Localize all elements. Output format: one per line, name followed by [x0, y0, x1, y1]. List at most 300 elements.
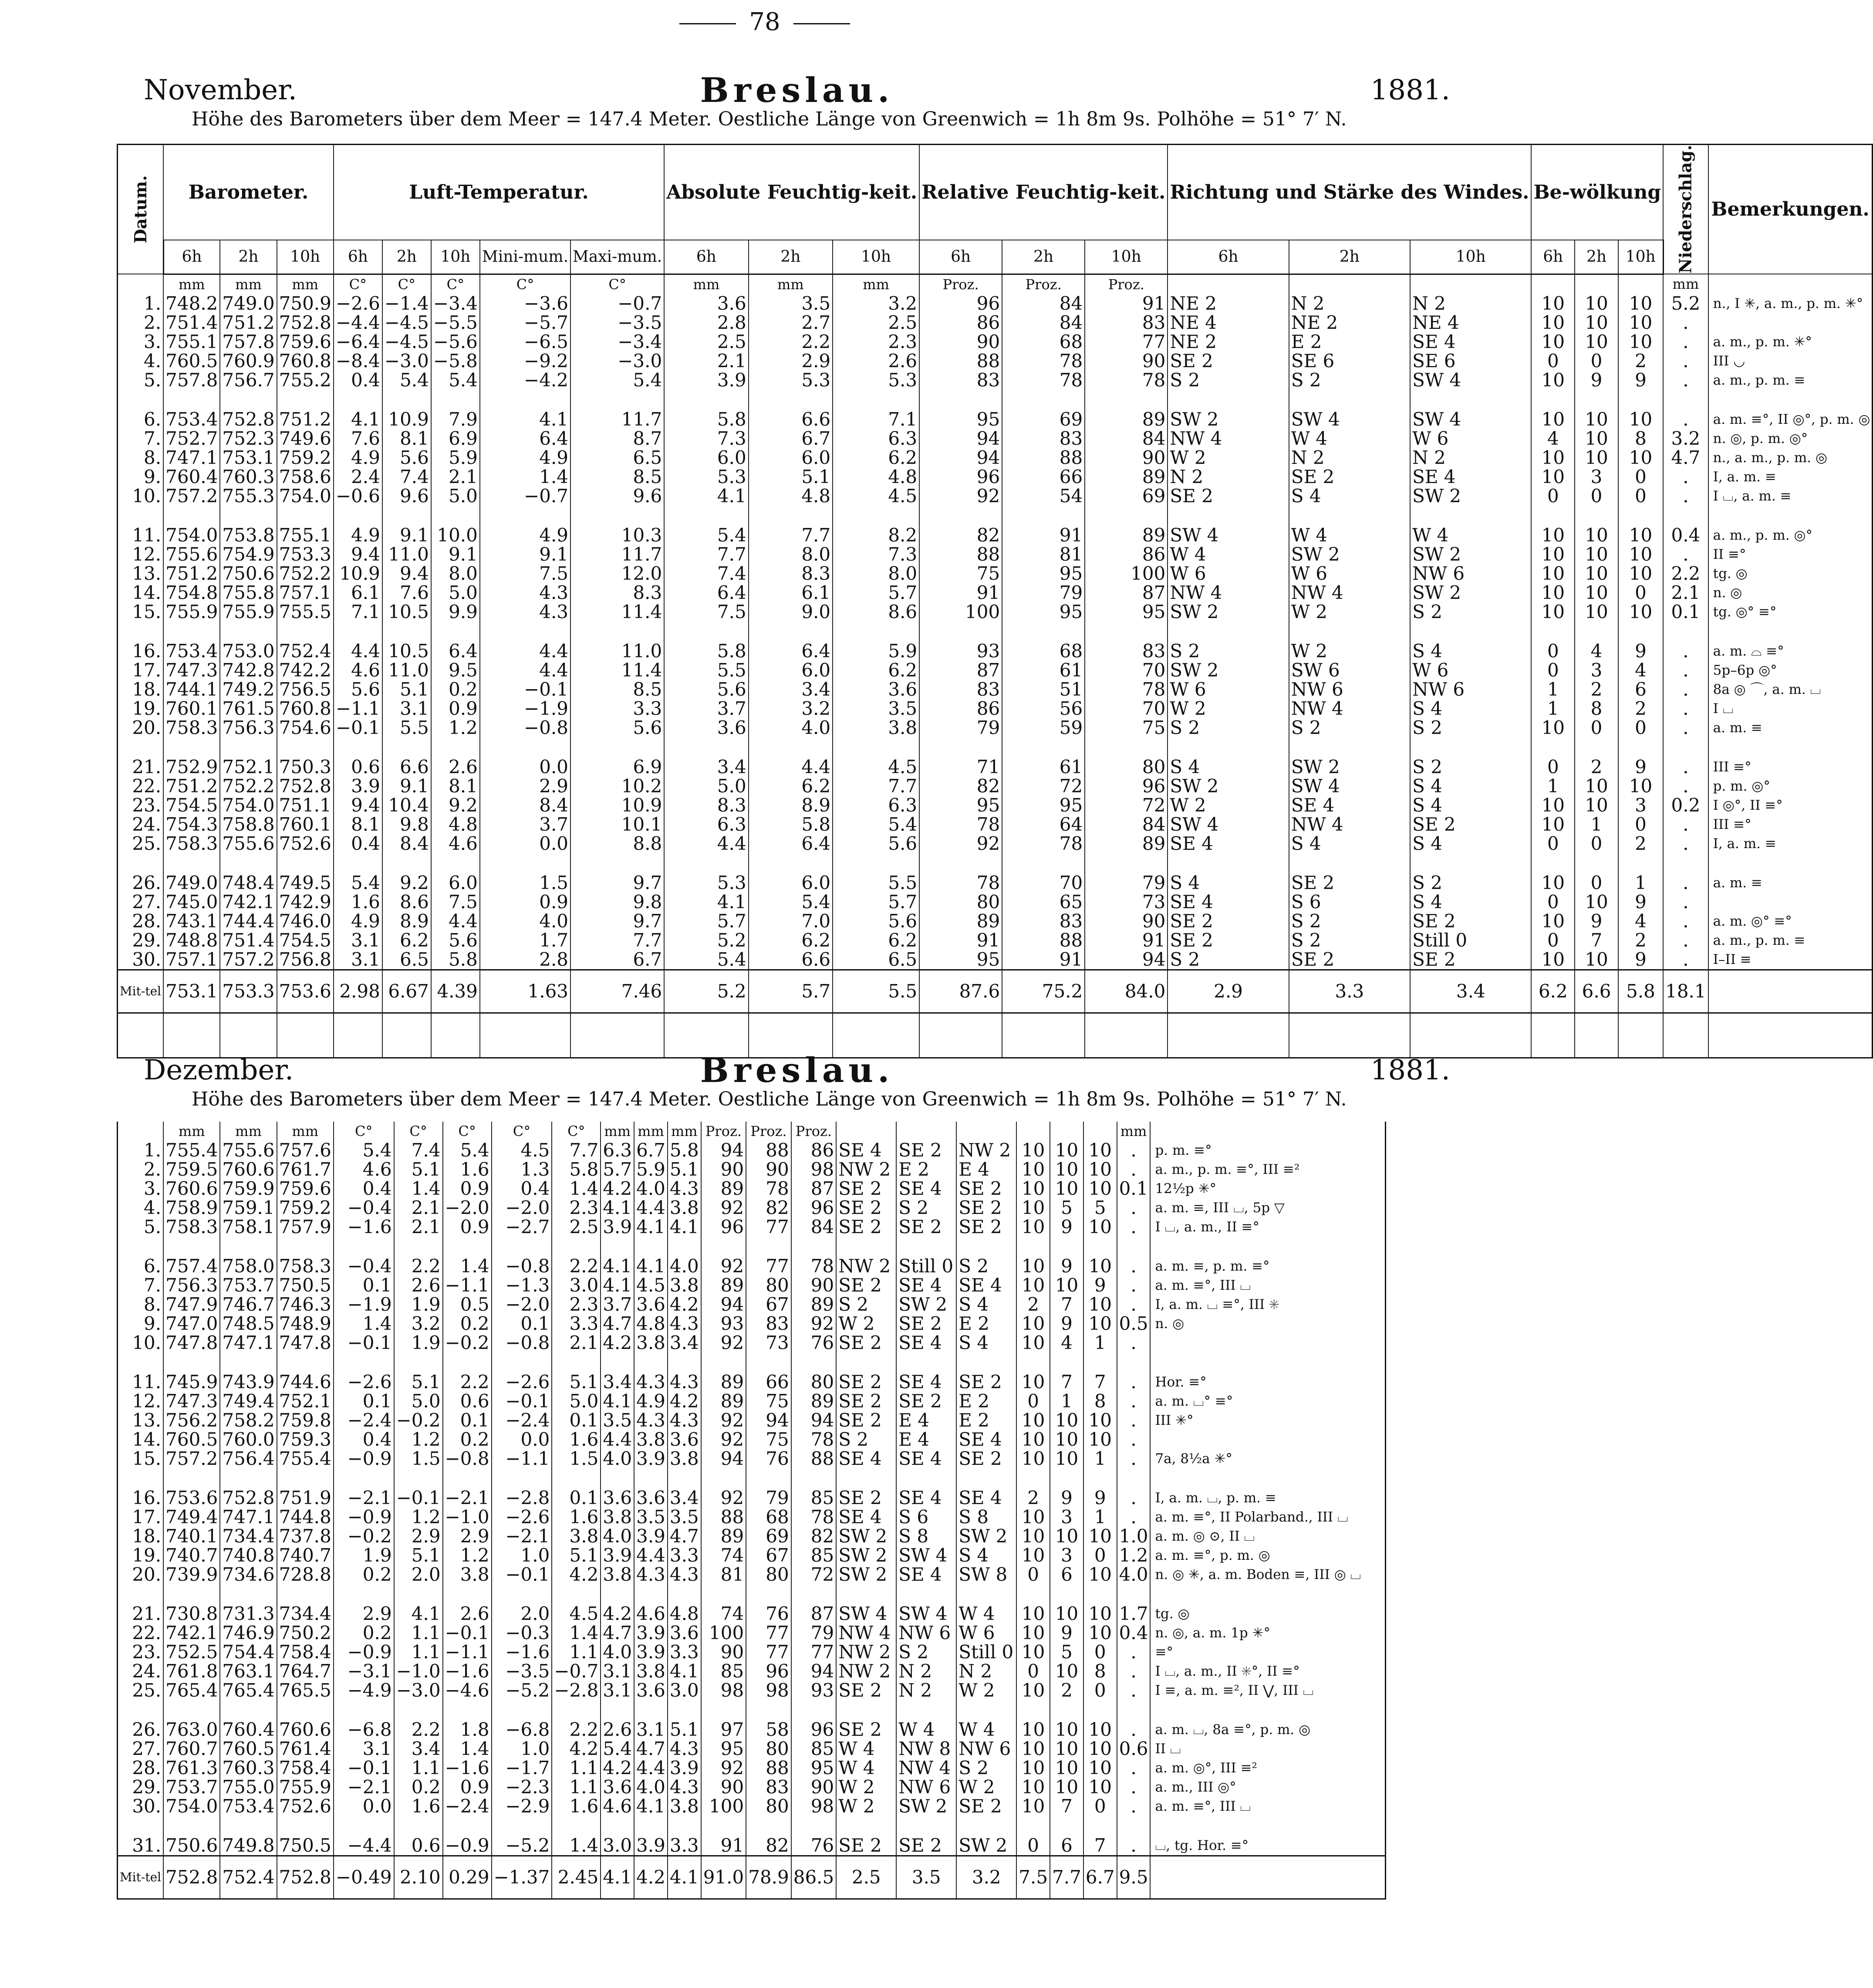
table-cell: 752.4: [277, 642, 334, 661]
table-cell: 10: [1083, 1778, 1117, 1797]
spacer-row: [118, 622, 1873, 642]
table-row: [118, 1720, 1386, 1739]
spacer-cell: [1016, 1352, 1050, 1373]
table-cell: 0: [1618, 718, 1663, 737]
table-cell: 0.4: [1117, 1623, 1151, 1643]
table-cell: 755.8: [220, 583, 277, 602]
table-cell: W 4: [1289, 429, 1410, 448]
spacer-cell: [277, 506, 334, 526]
table-cell: 6.4: [664, 583, 748, 602]
spacer-cell: [1575, 737, 1618, 757]
spacer-cell: [1002, 622, 1085, 642]
table-cell: 10: [1050, 1739, 1083, 1758]
table-cell: 9.4: [334, 796, 382, 815]
table-cell: −0.1: [492, 1392, 552, 1411]
table-cell: 91: [1002, 526, 1085, 545]
table-cell: 753.7: [220, 1276, 277, 1295]
table-cell: 3.9: [668, 1758, 701, 1778]
dezember-table: [117, 1122, 1386, 1900]
table-cell: III ✳°: [1150, 1411, 1385, 1430]
spacer-cell: [701, 1468, 746, 1488]
table-cell: p. m. ≡°: [1150, 1141, 1385, 1160]
table-cell: 734.4: [277, 1604, 334, 1623]
mittel-cell: 18.1: [1663, 970, 1708, 1013]
table-cell: S 4: [1410, 796, 1531, 815]
table-cell: 74: [701, 1546, 746, 1565]
spacer-cell: [1085, 737, 1168, 757]
table-cell: 5.6: [833, 834, 919, 853]
table-cell: 3.1: [334, 1739, 394, 1758]
table-cell: 11.7: [570, 410, 664, 429]
table-cell: 4.5: [833, 487, 919, 506]
table-cell: 2.5: [552, 1217, 601, 1237]
unit-cell: C°: [394, 1122, 443, 1141]
table-cell: 10: [1531, 294, 1575, 313]
table-cell: 88: [701, 1508, 746, 1527]
table-cell: 7.3: [833, 545, 919, 564]
table-cell: 3.4: [664, 757, 748, 777]
spacer-cell: [1002, 506, 1085, 526]
spacer-cell: [443, 1237, 492, 1257]
table-cell: 10: [1618, 313, 1663, 332]
table-cell: .: [1663, 718, 1708, 737]
spacer-cell: [896, 1700, 956, 1720]
table-cell: 1.1: [552, 1643, 601, 1662]
table-cell: 6.2: [749, 931, 833, 950]
table-cell: S 2: [1289, 718, 1410, 737]
table-cell: 83: [746, 1314, 791, 1333]
spacer-cell: [956, 1352, 1016, 1373]
table-cell: SE 2: [1289, 467, 1410, 487]
table-cell: 0: [1575, 352, 1618, 371]
table-row: [118, 912, 1873, 931]
table-cell: 759.6: [277, 332, 334, 352]
table-cell: 0.0: [492, 1430, 552, 1449]
table-cell: 10: [1083, 1758, 1117, 1778]
table-row: [118, 410, 1873, 429]
year-title: 1881.: [1370, 74, 1450, 106]
table-cell: 754.3: [163, 815, 220, 834]
table-cell: 0.4: [334, 834, 382, 853]
table-cell: −3.5: [570, 313, 664, 332]
table-cell: .: [1117, 1836, 1151, 1856]
table-cell: 89: [1085, 467, 1168, 487]
table-cell: SE 2: [1410, 815, 1531, 834]
table-cell: 4.6: [601, 1797, 634, 1816]
table-cell: 755.6: [163, 545, 220, 564]
spacer-cell: [1168, 390, 1289, 410]
table-cell: 8.3: [570, 583, 664, 602]
table-cell: SE 4: [956, 1488, 1016, 1508]
spacer-cell: [791, 1352, 837, 1373]
spacer-cell: [1618, 622, 1663, 642]
unit-cell: Proz.: [791, 1122, 837, 1141]
table-cell: 2.: [118, 313, 164, 332]
table-cell: NW 4: [1289, 699, 1410, 718]
spacer-cell: [791, 1700, 837, 1720]
spacer-cell: [163, 1584, 220, 1604]
unit-cell: mm: [833, 274, 919, 294]
table-cell: 3.6: [634, 1681, 668, 1700]
table-cell: 4.9: [480, 526, 570, 545]
spacer-cell: [334, 853, 382, 873]
table-cell: 2.1: [394, 1198, 443, 1217]
table-cell: 751.4: [163, 313, 220, 332]
table-cell: 751.2: [163, 564, 220, 583]
table-cell: −1.7: [492, 1758, 552, 1778]
table-cell: SW 4: [1168, 526, 1289, 545]
table-cell: 10: [1618, 564, 1663, 583]
spacer-cell: [668, 1352, 701, 1373]
table-cell: .: [1117, 1257, 1151, 1276]
table-cell: 0.1: [492, 1314, 552, 1333]
table-cell: 755.9: [163, 602, 220, 622]
spacer-cell: [220, 737, 277, 757]
table-cell: −0.8: [492, 1257, 552, 1276]
subheader-cell: 6h: [664, 240, 748, 274]
spacer-cell: [492, 1352, 552, 1373]
table-cell: 10: [1531, 718, 1575, 737]
table-cell: S 2: [836, 1430, 896, 1449]
table-cell: 82: [919, 777, 1002, 796]
spacer-cell: [334, 1237, 394, 1257]
table-cell: 10: [1016, 1546, 1050, 1565]
table-cell: 4.4: [634, 1198, 668, 1217]
table-cell: 757.1: [277, 583, 334, 602]
table-cell: W 4: [1168, 545, 1289, 564]
table-cell: W 4: [1410, 526, 1531, 545]
table-cell: 10: [1083, 1217, 1117, 1237]
table-cell: 83: [1085, 642, 1168, 661]
unit-cell: mm: [634, 1122, 668, 1141]
table-cell: 750.2: [277, 1623, 334, 1643]
spacer-cell: [746, 1816, 791, 1836]
table-cell: 65: [1002, 893, 1085, 912]
table-cell: 757.8: [220, 332, 277, 352]
table-cell: 8.2: [833, 526, 919, 545]
spacer-cell: [746, 1237, 791, 1257]
table-cell: −4.5: [382, 313, 431, 332]
table-cell: 7.7: [552, 1141, 601, 1160]
table-cell: 757.1: [163, 950, 220, 970]
table-cell: I, a. m. ≡: [1708, 467, 1873, 487]
table-cell: 755.9: [277, 1778, 334, 1797]
table-row: [118, 642, 1873, 661]
table-cell: 80: [746, 1276, 791, 1295]
spacer-cell: [334, 1700, 394, 1720]
table-cell: 100: [1085, 564, 1168, 583]
mittel-cell: 87.6: [919, 970, 1002, 1013]
table-cell: .: [1117, 1141, 1151, 1160]
spacer-cell: [382, 853, 431, 873]
table-row: [118, 1392, 1386, 1411]
table-cell: 25.: [118, 1681, 164, 1700]
table-cell: SW 2: [836, 1565, 896, 1584]
table-cell: 3.2: [394, 1314, 443, 1333]
table-cell: NW 4: [836, 1623, 896, 1643]
table-cell: [1708, 893, 1873, 912]
table-cell: 10: [1531, 526, 1575, 545]
table-cell: 2.6: [601, 1720, 634, 1739]
table-cell: 12.: [118, 545, 164, 564]
spacer-cell: [1663, 506, 1708, 526]
table-cell: 91: [701, 1836, 746, 1856]
table-row: [118, 487, 1873, 506]
table-cell: 1.: [118, 294, 164, 313]
table-cell: 8.6: [833, 602, 919, 622]
table-cell: 5.6: [833, 912, 919, 931]
col-wind: Richtung und Stärke des Windes.: [1168, 145, 1531, 240]
spacer-cell: [956, 1584, 1016, 1604]
table-cell: 750.5: [277, 1276, 334, 1295]
table-cell: NW 2: [956, 1141, 1016, 1160]
table-cell: 10: [1531, 467, 1575, 487]
table-cell: 21.: [118, 1604, 164, 1623]
spacer-cell: [1663, 390, 1708, 410]
table-cell: 4.8: [668, 1604, 701, 1623]
table-cell: 5.9: [833, 642, 919, 661]
table-cell: 4.3: [668, 1314, 701, 1333]
table-cell: 3.0: [668, 1681, 701, 1700]
table-cell: 3.9: [634, 1527, 668, 1546]
table-cell: 7.: [118, 429, 164, 448]
table-cell: 758.6: [277, 467, 334, 487]
table-cell: 4.4: [749, 757, 833, 777]
table-cell: 22.: [118, 777, 164, 796]
table-cell: 3.0: [601, 1836, 634, 1856]
table-cell: 4.0: [668, 1257, 701, 1276]
table-cell: 753.7: [163, 1778, 220, 1797]
table-cell: 4.2: [601, 1604, 634, 1623]
table-cell: 6.2: [749, 777, 833, 796]
table-cell: E 4: [956, 1160, 1016, 1179]
table-cell: 0.1: [552, 1411, 601, 1430]
spacer-cell: [664, 390, 748, 410]
table-cell: 10: [1531, 313, 1575, 332]
table-cell: S 2: [1410, 602, 1531, 622]
table-cell: 78: [791, 1257, 837, 1276]
table-cell: −9.2: [480, 352, 570, 371]
table-cell: 3.6: [664, 294, 748, 313]
spacer-cell: [443, 1468, 492, 1488]
spacer-cell: [1117, 1700, 1151, 1720]
subheader-cell: 2h: [1575, 240, 1618, 274]
table-cell: 0.2: [443, 1314, 492, 1333]
table-cell: 10: [1016, 1314, 1050, 1333]
table-cell: 755.4: [277, 1449, 334, 1468]
table-cell: 742.9: [277, 893, 334, 912]
table-cell: 79: [746, 1488, 791, 1508]
table-cell: 10: [1016, 1604, 1050, 1623]
table-cell: 5.1: [394, 1160, 443, 1179]
unit-cell: Proz.: [1002, 274, 1085, 294]
table-cell: 89: [701, 1527, 746, 1546]
table-cell: 747.8: [277, 1333, 334, 1352]
table-cell: −2.1: [443, 1488, 492, 1508]
subheader-row: [118, 240, 1873, 274]
spacer-cell: [1085, 853, 1168, 873]
table-cell: 4.0: [480, 912, 570, 931]
spacer-cell: [601, 1816, 634, 1836]
mittel-cell: 5.5: [833, 970, 919, 1013]
table-cell: 74: [701, 1604, 746, 1623]
table-cell: 0: [1575, 834, 1618, 853]
spacer-cell: [163, 622, 220, 642]
table-cell: 97: [701, 1720, 746, 1739]
spacer-cell: [431, 737, 480, 757]
table-cell: 0.9: [443, 1179, 492, 1198]
table-cell: 95: [919, 796, 1002, 815]
spacer-cell: [701, 1352, 746, 1373]
table-cell: NW 6: [896, 1623, 956, 1643]
table-cell: 11.0: [382, 661, 431, 680]
table-cell: 2.1: [552, 1333, 601, 1352]
table-cell: 14.: [118, 583, 164, 602]
table-cell: 3.8: [668, 1449, 701, 1468]
table-cell: 4: [1531, 429, 1575, 448]
spacer-cell: [1085, 390, 1168, 410]
table-cell: 94: [701, 1141, 746, 1160]
table-cell: 6.9: [431, 429, 480, 448]
table-cell: .: [1117, 1758, 1151, 1778]
table-cell: 5.4: [382, 371, 431, 390]
table-cell: 750.6: [220, 564, 277, 583]
table-cell: 3: [1050, 1546, 1083, 1565]
table-cell: a. m. ≡: [1708, 718, 1873, 737]
table-cell: 7: [1083, 1836, 1117, 1856]
table-cell: 3.8: [552, 1527, 601, 1546]
spacer-cell: [118, 737, 164, 757]
spacer-cell: [220, 1352, 277, 1373]
table-cell: 4.2: [552, 1565, 601, 1584]
table-cell: −2.1: [334, 1488, 394, 1508]
table-cell: 8: [1575, 699, 1618, 718]
table-cell: NW 4: [1168, 429, 1289, 448]
table-cell: 92: [919, 487, 1002, 506]
table-cell: p. m. ◎°: [1708, 777, 1873, 796]
spacer-cell: [480, 737, 570, 757]
table-cell: −0.9: [334, 1643, 394, 1662]
table-cell: W 2: [1289, 602, 1410, 622]
table-cell: n. ◎ ✳, a. m. Boden ≡, III ◎ ⌴: [1150, 1565, 1385, 1584]
unit-cell: Proz.: [919, 274, 1002, 294]
table-cell: 763.0: [163, 1720, 220, 1739]
table-cell: S 4: [956, 1333, 1016, 1352]
table-cell: W 4: [836, 1758, 896, 1778]
mittel-cell: −1.37: [492, 1856, 552, 1899]
table-cell: 10: [1050, 1449, 1083, 1468]
table-cell: S 2: [1289, 931, 1410, 950]
table-cell: 78: [919, 815, 1002, 834]
table-cell: 79: [1002, 583, 1085, 602]
table-cell: 760.8: [277, 352, 334, 371]
table-cell: 1.2: [431, 718, 480, 737]
table-cell: 0.1: [552, 1488, 601, 1508]
table-cell: 1.6: [394, 1797, 443, 1816]
table-cell: 6.0: [431, 873, 480, 893]
frame-cell: [1618, 1013, 1663, 1058]
table-cell: 4.4: [601, 1430, 634, 1449]
table-cell: 88: [1002, 931, 1085, 950]
table-cell: 0: [1575, 487, 1618, 506]
table-cell: .: [1117, 1160, 1151, 1179]
table-cell: NW 2: [836, 1662, 896, 1681]
table-cell: 9: [1050, 1314, 1083, 1333]
table-cell: 8.: [118, 448, 164, 467]
table-cell: 6.3: [664, 815, 748, 834]
table-cell: 758.9: [163, 1198, 220, 1217]
table-cell: 0.2: [443, 1430, 492, 1449]
table-cell: .: [1663, 642, 1708, 661]
table-cell: 7.7: [664, 545, 748, 564]
table-cell: 13.: [118, 564, 164, 583]
table-cell: 3.1: [382, 699, 431, 718]
table-cell: 89: [701, 1373, 746, 1392]
spacer-row: [118, 1237, 1386, 1257]
table-cell: 5.1: [668, 1160, 701, 1179]
table-cell: 2.9: [749, 352, 833, 371]
table-cell: −2.4: [334, 1411, 394, 1430]
table-cell: 1.2: [394, 1430, 443, 1449]
table-cell: 748.5: [220, 1314, 277, 1333]
table-cell: 4.7: [601, 1314, 634, 1333]
table-cell: 0.4: [334, 1430, 394, 1449]
spacer-cell: [701, 1700, 746, 1720]
table-cell: 5.4: [601, 1739, 634, 1758]
table-cell: 3.: [118, 1179, 164, 1198]
mittel-cell: 3.3: [1289, 970, 1410, 1013]
table-cell: −4.9: [334, 1681, 394, 1700]
table-cell: 4.2: [552, 1739, 601, 1758]
table-cell: 755.4: [163, 1141, 220, 1160]
table-cell: 4.1: [664, 487, 748, 506]
table-cell: 760.6: [220, 1160, 277, 1179]
table-cell: 5.7: [601, 1160, 634, 1179]
table-cell: 27.: [118, 1739, 164, 1758]
table-cell: .: [1117, 1373, 1151, 1392]
table-cell: 4.9: [334, 526, 382, 545]
spacer-cell: [749, 622, 833, 642]
table-cell: −2.8: [492, 1488, 552, 1508]
table-cell: 80: [746, 1797, 791, 1816]
table-cell: 748.2: [163, 294, 220, 313]
table-cell: 4.1: [601, 1276, 634, 1295]
spacer-cell: [492, 1816, 552, 1836]
table-cell: 2.9: [480, 777, 570, 796]
spacer-cell: [1083, 1816, 1117, 1836]
table-cell: 0: [1531, 487, 1575, 506]
table-cell: 10: [1016, 1643, 1050, 1662]
table-cell: 10: [1083, 1565, 1117, 1584]
table-cell: 28.: [118, 912, 164, 931]
table-cell: 750.9: [277, 294, 334, 313]
spacer-cell: [118, 853, 164, 873]
table-cell: 58: [746, 1720, 791, 1739]
table-cell: 756.7: [220, 371, 277, 390]
table-cell: 23.: [118, 796, 164, 815]
table-cell: 3.3: [668, 1546, 701, 1565]
table-cell: 9: [1575, 912, 1618, 931]
unit-cell: mm: [220, 274, 277, 294]
table-cell: 16.: [118, 642, 164, 661]
table-cell: 4.4: [480, 642, 570, 661]
table-cell: W 2: [1289, 642, 1410, 661]
table-cell: 1.1: [552, 1778, 601, 1797]
spacer-cell: [277, 1352, 334, 1373]
table-cell: 10.0: [431, 526, 480, 545]
table-cell: 4.3: [668, 1565, 701, 1584]
table-row: [118, 448, 1873, 467]
